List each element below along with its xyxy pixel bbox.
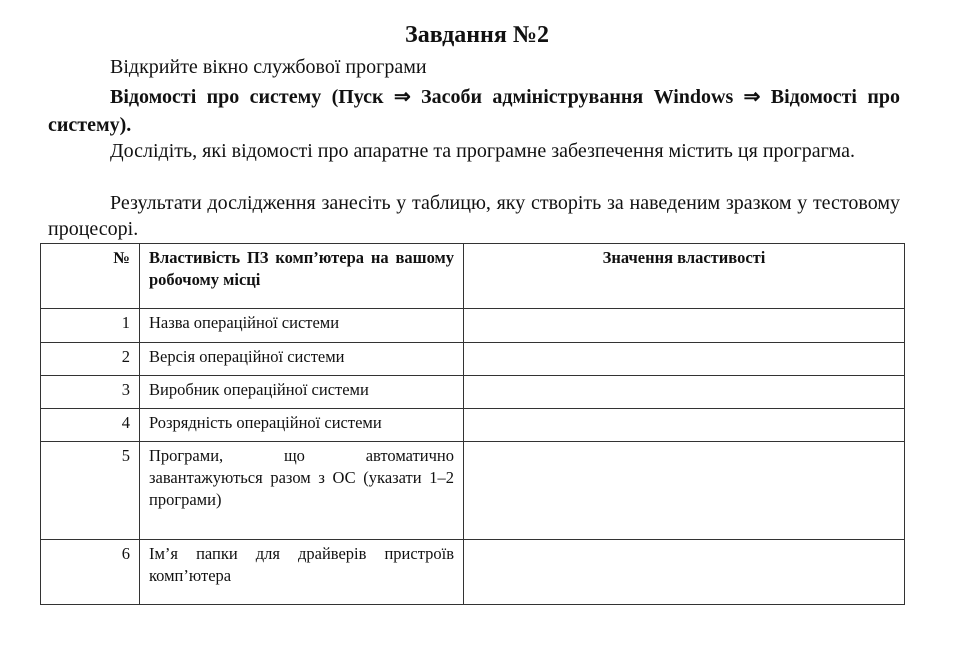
table-row (41, 309, 905, 343)
row-value[interactable] (464, 343, 905, 376)
row-property: Ім’я папки для драйверів пристроїв комп’ютера (140, 540, 464, 605)
row-value[interactable] (464, 376, 905, 409)
table-row (41, 409, 905, 442)
row-number: 1 (41, 309, 140, 343)
paragraph-open-program: Відкрийте вікно службової програми (110, 56, 427, 78)
row-property: Виробник операційної системи (140, 376, 464, 409)
row-property: Програми, що автоматично завантажуються разом з ОС (указати 1–2 програми) (140, 442, 464, 540)
row-value[interactable] (464, 442, 905, 540)
row-number: 3 (41, 376, 140, 409)
task-title: Завдання №2 (405, 22, 549, 48)
table-header-row (41, 244, 905, 309)
row-number: 5 (41, 442, 140, 540)
row-number: 2 (41, 343, 140, 376)
header-value: Значення властивості (464, 244, 905, 309)
paragraph-results: Результати дослідження занесіть у таблицю, яку створіть за наведеним зразком у тестовому процесорі. (48, 192, 900, 240)
row-number: 6 (41, 540, 140, 605)
paragraph-system-info-path: Відомості про систему (Пуск ⇒ Засоби адміністрування Windows ⇒ Відомості про систему). (48, 86, 900, 136)
row-value[interactable] (464, 409, 905, 442)
table-row (41, 540, 905, 605)
row-property: Версія операційної системи (140, 343, 464, 376)
table-row (41, 343, 905, 376)
header-number: № (41, 244, 140, 309)
table-row (41, 442, 905, 540)
row-property: Назва операційної системи (140, 309, 464, 343)
header-property: Властивість ПЗ комп’ютера на вашому робочому місці (140, 244, 464, 309)
row-value[interactable] (464, 309, 905, 343)
row-value[interactable] (464, 540, 905, 605)
properties-table (40, 243, 905, 605)
table-row (41, 376, 905, 409)
row-property: Розрядність операційної системи (140, 409, 464, 442)
paragraph-investigate: Дослідіть, які відомості про апаратне та програмне забезпечення містить ця програгма. (110, 140, 855, 162)
row-number: 4 (41, 409, 140, 442)
